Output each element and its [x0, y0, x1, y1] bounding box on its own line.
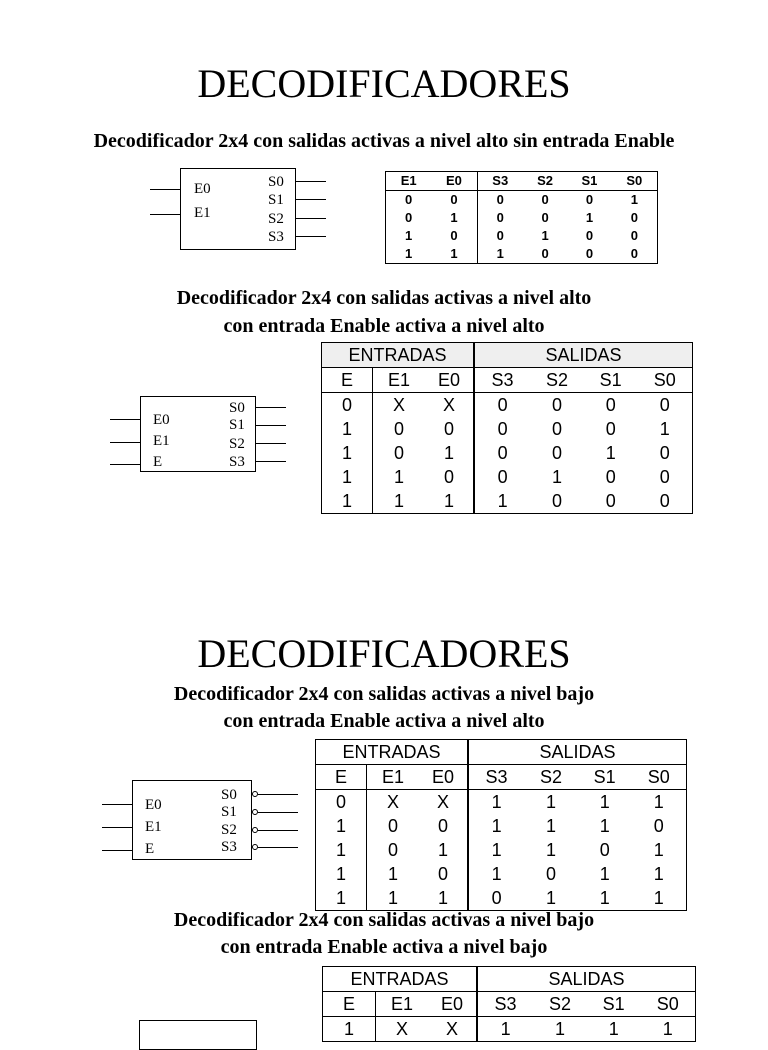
- table-cell: 1: [659, 419, 670, 439]
- page-title: DECODIFICADORES: [197, 61, 571, 106]
- table-cell: 1: [322, 489, 373, 514]
- table-cell: 1: [322, 465, 373, 489]
- table-row: [316, 814, 687, 838]
- table-cell: 1: [599, 864, 610, 884]
- table-header: E1: [367, 765, 420, 790]
- pin-label: S1: [229, 417, 245, 433]
- table-cell: 1: [500, 1019, 511, 1039]
- output-lead: [296, 181, 326, 182]
- diagram-b-subtitle-2: con entrada Enable activa a nivel alto: [223, 315, 545, 337]
- table-cell: 0: [605, 491, 616, 511]
- input-lead: [110, 419, 140, 420]
- table-header: S2: [524, 765, 578, 790]
- table-row: [386, 191, 658, 210]
- table-row: [316, 862, 687, 886]
- table-cell: 1: [605, 443, 616, 463]
- table-cell: 1: [393, 467, 404, 487]
- table-cell: X: [419, 790, 468, 815]
- table-cell: 1: [387, 888, 398, 908]
- table-cell: 1: [387, 864, 398, 884]
- table-cell: 0: [497, 467, 508, 487]
- pin-label: S3: [221, 839, 237, 855]
- table-row: [322, 393, 693, 418]
- table-cell: 0: [551, 491, 562, 511]
- output-lead: [256, 443, 286, 444]
- decoder-d-block: [139, 1020, 257, 1050]
- output-lead: [258, 812, 298, 813]
- table-cell: 1: [662, 1019, 673, 1039]
- table-cell: 1: [653, 864, 664, 884]
- pin-label: E0: [194, 181, 211, 197]
- table-cell: 1: [323, 1017, 376, 1042]
- table-header: S3: [468, 765, 524, 790]
- table-row: [322, 417, 693, 441]
- diagram-d-subtitle-2: con entrada Enable activa a nivel bajo: [220, 936, 548, 958]
- table-cell: 1: [316, 814, 367, 838]
- table-cell: 1: [491, 864, 502, 884]
- table-cell: 1: [491, 840, 502, 860]
- table-cell: 0: [551, 443, 562, 463]
- table-header: S1: [567, 172, 611, 191]
- table-cell: 0: [605, 395, 616, 415]
- table-cell: 0: [419, 814, 468, 838]
- table-cell: 1: [599, 888, 610, 908]
- pin-label: S2: [229, 436, 245, 452]
- table-cell: 0: [630, 210, 638, 225]
- table-header: S1: [584, 368, 638, 393]
- table-cell: 0: [551, 419, 562, 439]
- table-cell: 1: [425, 489, 474, 514]
- input-lead: [102, 804, 132, 805]
- pin-label: S1: [221, 804, 237, 820]
- table-cell: 0: [497, 419, 508, 439]
- table-cell: 0: [585, 192, 594, 207]
- truth-table-b: [321, 342, 693, 514]
- table-cell: 1: [316, 886, 367, 911]
- table-cell: 0: [605, 419, 616, 439]
- group-header-inputs: ENTRADAS: [323, 967, 478, 992]
- table-header: S0: [612, 172, 658, 191]
- table-header: S3: [477, 172, 523, 191]
- table-cell: 1: [431, 209, 477, 227]
- table-row: [322, 489, 693, 514]
- table-cell: 1: [393, 491, 404, 511]
- table-header: E0: [419, 765, 468, 790]
- input-lead: [110, 464, 140, 465]
- table-header: S2: [533, 992, 587, 1017]
- diagram-c-subtitle-1: Decodificador 2x4 con salidas activas a nivel bajo: [173, 683, 595, 705]
- table-cell: 0: [545, 864, 556, 884]
- table-cell: 1: [541, 228, 549, 243]
- output-lead: [296, 236, 326, 237]
- table-header: S0: [632, 765, 687, 790]
- table-cell: 0: [425, 417, 474, 441]
- decoder-b-diagram: [110, 396, 290, 472]
- pin-label: E0: [145, 797, 162, 813]
- table-cell: 1: [630, 192, 638, 207]
- table-cell: X: [428, 1017, 477, 1042]
- decoder-c-block: [132, 780, 252, 860]
- table-cell: 0: [659, 467, 670, 487]
- table-cell: 0: [431, 227, 477, 245]
- truth-table-a: [385, 171, 658, 264]
- section-title: DECODIFICADORES: [197, 631, 571, 676]
- diagram-b-subtitle-1: Decodificador 2x4 con salidas activas a nivel alto: [176, 287, 592, 309]
- table-header: E: [316, 765, 367, 790]
- table-cell: 1: [653, 888, 664, 908]
- table-row: [323, 1017, 696, 1042]
- table-cell: 0: [393, 419, 404, 439]
- table-cell: 1: [419, 838, 468, 862]
- pin-label: S0: [229, 400, 245, 416]
- table-cell: 0: [405, 192, 413, 207]
- pin-label: E1: [194, 205, 211, 221]
- table-header: E1: [386, 172, 432, 191]
- pin-label: E1: [145, 819, 162, 835]
- table-cell: 1: [322, 441, 373, 465]
- table-cell: X: [425, 393, 474, 418]
- table-cell: 1: [496, 246, 504, 261]
- table-cell: 0: [659, 443, 670, 463]
- table-cell: 1: [491, 816, 502, 836]
- pin-label: S3: [268, 229, 284, 245]
- table-cell: X: [386, 792, 399, 812]
- output-lead: [296, 199, 326, 200]
- table-cell: 1: [653, 792, 664, 812]
- table-cell: 0: [387, 816, 398, 836]
- diagram-c-subtitle-2: con entrada Enable activa a nivel alto: [223, 710, 545, 732]
- pin-label: E: [145, 841, 155, 857]
- table-cell: 0: [659, 491, 670, 511]
- pin-label: S3: [229, 454, 245, 470]
- pin-label: S2: [268, 211, 284, 227]
- output-lead: [296, 218, 326, 219]
- table-header: S2: [530, 368, 584, 393]
- table-cell: 0: [551, 395, 562, 415]
- table-header: E1: [376, 992, 429, 1017]
- table-cell: 0: [541, 246, 549, 261]
- pin-label: E0: [153, 412, 170, 428]
- table-cell: 1: [545, 888, 556, 908]
- table-cell: 1: [491, 792, 502, 812]
- table-cell: 1: [585, 210, 594, 225]
- decoder-b-block: [140, 396, 256, 472]
- table-cell: 0: [630, 228, 638, 243]
- table-cell: 1: [545, 792, 556, 812]
- table-cell: 0: [605, 467, 616, 487]
- table-header: S3: [474, 368, 530, 393]
- table-row: [386, 227, 658, 245]
- table-cell: 0: [541, 210, 549, 225]
- table-cell: 1: [545, 840, 556, 860]
- table-header: S1: [587, 992, 641, 1017]
- table-cell: 1: [405, 228, 413, 243]
- table-cell: 0: [393, 443, 404, 463]
- table-cell: 1: [551, 467, 562, 487]
- truth-table-d: [322, 966, 696, 1042]
- table-cell: 1: [425, 441, 474, 465]
- table-cell: X: [392, 395, 405, 415]
- table-cell: 1: [554, 1019, 565, 1039]
- table-cell: 1: [497, 491, 508, 511]
- group-header-inputs: ENTRADAS: [322, 343, 475, 368]
- pin-label: S0: [221, 787, 237, 803]
- table-cell: 0: [585, 228, 594, 243]
- table-row: [316, 790, 687, 815]
- decoder-c-diagram: [102, 780, 302, 860]
- group-header-inputs: ENTRADAS: [316, 740, 469, 765]
- table-cell: 0: [659, 395, 670, 415]
- table-cell: 0: [541, 192, 549, 207]
- table-cell: 1: [419, 886, 468, 911]
- input-lead: [110, 442, 140, 443]
- table-cell: 1: [599, 792, 610, 812]
- table-cell: 0: [322, 393, 373, 418]
- group-header-outputs: SALIDAS: [474, 343, 693, 368]
- table-cell: 1: [431, 245, 477, 264]
- diagram-a-subtitle: Decodificador 2x4 con salidas activas a nivel alto sin entrada Enable: [93, 130, 675, 152]
- table-row: [316, 838, 687, 862]
- decoder-a-block: [180, 168, 296, 250]
- table-cell: 0: [497, 395, 508, 415]
- output-lead: [256, 461, 286, 462]
- input-lead: [150, 189, 180, 190]
- table-row: [386, 245, 658, 264]
- table-cell: 1: [545, 816, 556, 836]
- output-lead: [258, 830, 298, 831]
- table-cell: 1: [599, 816, 610, 836]
- pin-label: E1: [153, 433, 170, 449]
- diagram-d-subtitle-1: Decodificador 2x4 con salidas activas a nivel bajo: [173, 909, 595, 931]
- table-row: [322, 465, 693, 489]
- table-header: S2: [523, 172, 567, 191]
- truth-table-c: [315, 739, 687, 911]
- table-cell: X: [395, 1019, 408, 1039]
- table-header: E0: [425, 368, 474, 393]
- table-cell: 1: [316, 862, 367, 886]
- table-cell: 0: [496, 228, 504, 243]
- table-header: E0: [428, 992, 477, 1017]
- output-lead: [256, 425, 286, 426]
- table-header: S1: [578, 765, 632, 790]
- output-lead: [258, 794, 298, 795]
- table-cell: 1: [322, 417, 373, 441]
- input-lead: [102, 850, 132, 851]
- pin-label: S1: [268, 192, 284, 208]
- table-header: E0: [431, 172, 477, 191]
- table-cell: 0: [405, 210, 413, 225]
- output-lead: [256, 407, 286, 408]
- decoder-a-diagram: [150, 168, 330, 252]
- table-cell: 0: [387, 840, 398, 860]
- table-cell: 0: [630, 246, 638, 261]
- table-cell: 0: [491, 888, 502, 908]
- table-header: E1: [373, 368, 426, 393]
- input-lead: [150, 214, 180, 215]
- table-header: S0: [638, 368, 693, 393]
- table-row: [322, 441, 693, 465]
- table-cell: 0: [316, 790, 367, 815]
- table-cell: 0: [599, 840, 610, 860]
- pin-label: S0: [268, 174, 284, 190]
- table-cell: 0: [496, 210, 504, 225]
- table-header: S3: [477, 992, 533, 1017]
- table-header: E: [323, 992, 376, 1017]
- input-lead: [102, 827, 132, 828]
- table-cell: 0: [431, 191, 477, 210]
- output-lead: [258, 847, 298, 848]
- table-cell: 1: [608, 1019, 619, 1039]
- table-cell: 0: [496, 192, 504, 207]
- pin-label: E: [153, 454, 163, 470]
- table-header: E: [322, 368, 373, 393]
- table-cell: 0: [585, 246, 594, 261]
- table-cell: 0: [653, 816, 664, 836]
- table-cell: 1: [316, 838, 367, 862]
- pin-label: S2: [221, 822, 237, 838]
- table-cell: 1: [653, 840, 664, 860]
- group-header-outputs: SALIDAS: [468, 740, 687, 765]
- table-cell: 0: [497, 443, 508, 463]
- table-cell: 0: [419, 862, 468, 886]
- table-cell: 0: [425, 465, 474, 489]
- table-row: [386, 209, 658, 227]
- group-header-outputs: SALIDAS: [477, 967, 696, 992]
- table-cell: 1: [405, 246, 413, 261]
- table-header: S0: [641, 992, 696, 1017]
